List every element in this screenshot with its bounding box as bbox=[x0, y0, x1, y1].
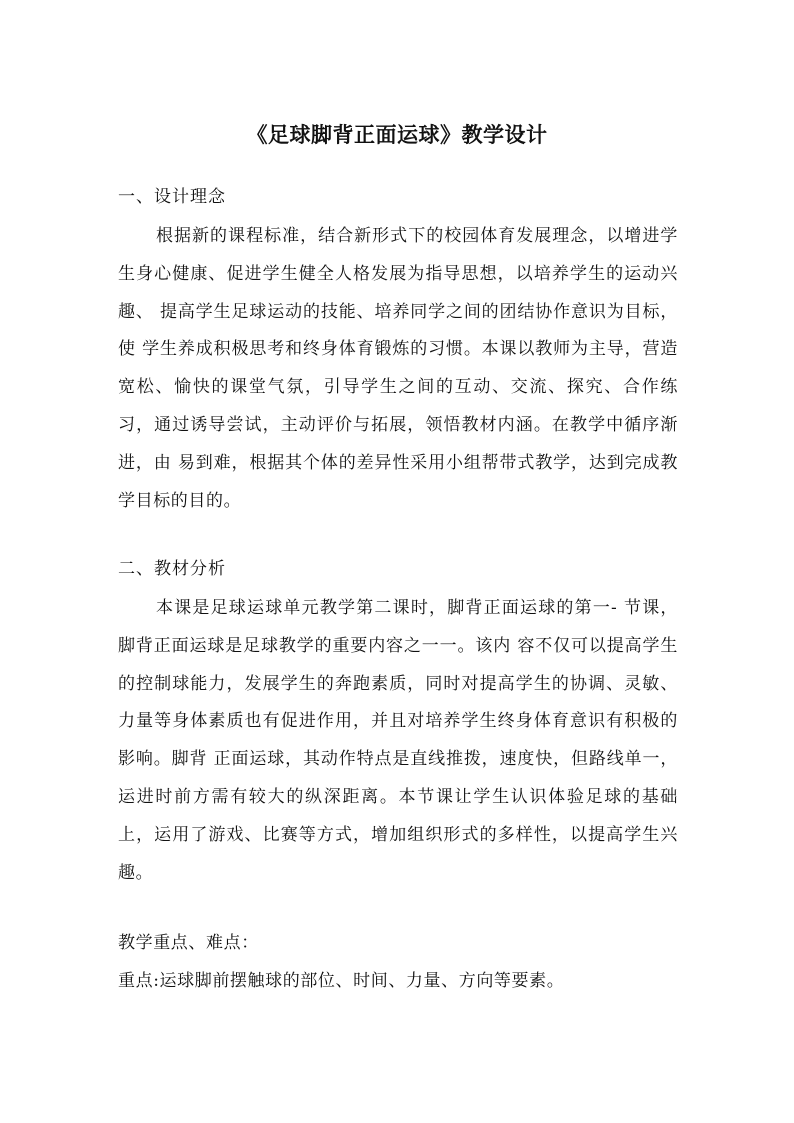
document-title: 《足球脚背正面运球》教学设计 bbox=[246, 122, 548, 147]
section-heading-material-analysis: 二、教材分析 bbox=[118, 559, 226, 579]
section-paragraph-material-analysis: 本课是足球运球单元教学第二课时，脚背正面运球的第一- 节课，脚背正面运球是足球教学的重要内容之一一。该内 容不仅可以提高学生的控制球能力，发展学生的奔跑素质，同时对提高学生的协调、灵敏、力量等身体素质也有促进作用，并且对培养学生终身体育意识有积极的影响。脚背 正面运球，其动作特点是直线推拨，速度快，但路线单一，运进时前方需有较大的纵深距离。本节课让学生认识体验足球的基础上，运用了游戏、比赛等方式，增加组织形式的多样性，以提高学生兴趣。 bbox=[118, 598, 678, 883]
section-paragraph-design-concept: 根据新的课程标准，结合新形式下的校园体育发展理念，以增进学生身心健康、促进学生健全人格发展为指导思想，以培养学生的运动兴趣、 提高学生足球运动的技能、培养同学之间的团结协作意识为目标，使 学生养成积极思考和终身体育锻炼的习惯。本课以教师为主导，营造宽松、愉快的课堂气氛，引导学生之间的互动、交流、探究、合作练习，通过诱导尝试，主动评价与拓展，领悟教材内涵。在教学中循序渐进，由 易到难，根据其个体的差异性采用小组帮带式教学，达到完成教学目标的目的。 bbox=[118, 226, 678, 511]
section-heading-design-concept: 一、设计理念 bbox=[118, 187, 226, 207]
key-points-label: 教学重点、难点： bbox=[118, 933, 259, 953]
key-point-text: 重点:运球脚前摆触球的部位、时间、力量、方向等要素。 bbox=[118, 971, 565, 991]
